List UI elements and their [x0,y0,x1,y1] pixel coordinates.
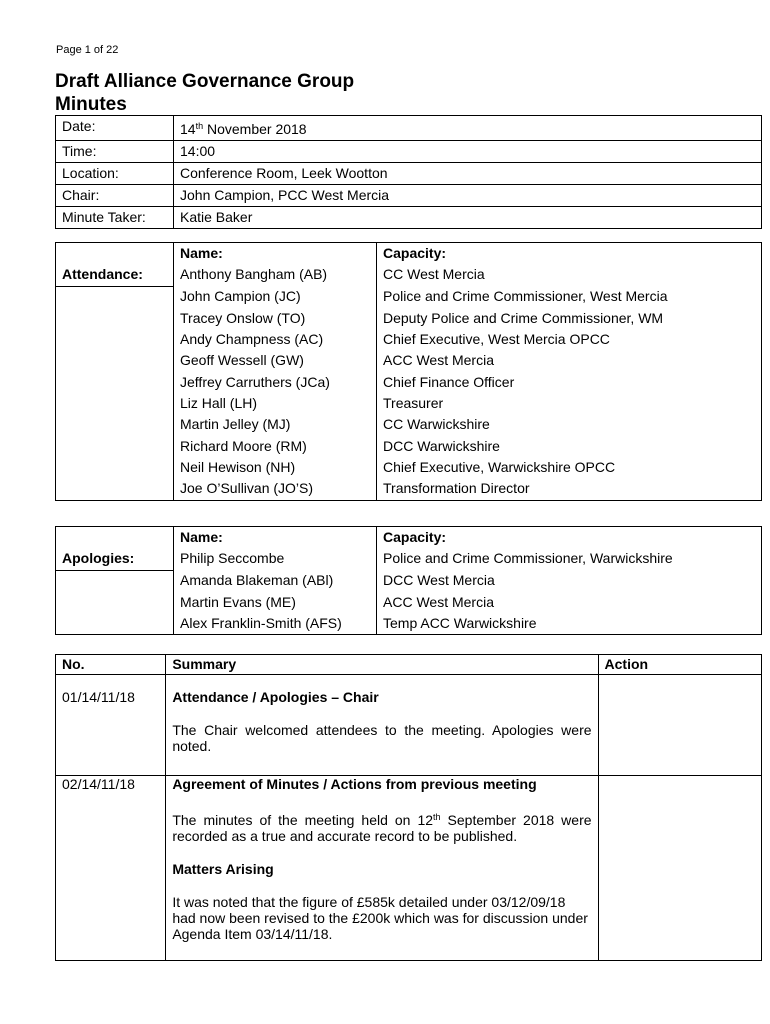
meta-key: Date: [56,116,174,141]
attendee-name: Neil Hewison (NH) [174,457,377,478]
meta-key: Chair: [56,185,174,207]
table-row [56,457,762,478]
action-cell [598,675,761,776]
attendee-name: Andy Champness (AC) [174,329,377,350]
apology-capacity: Temp ACC Warwickshire [377,613,762,635]
blank-cell [56,329,174,350]
blank-cell [56,613,174,635]
attendee-name: Richard Moore (RM) [174,436,377,457]
blank-cell [56,414,174,435]
meta-row-chair [56,185,762,207]
table-row [56,308,762,329]
item-title: Attendance / Apologies – Chair [172,689,379,705]
blank-cell [56,570,174,592]
attendee-capacity: CC West Mercia [377,264,762,286]
meta-row-minute-taker [56,207,762,229]
attendee-capacity: Chief Executive, Warwickshire OPCC [377,457,762,478]
item-text: It was noted that the figure of £585k detailed under 03/12/09/18 had now been revised to the £200k which was for discussion under Agenda Item 03/14/11/18. [172,894,588,942]
attendance-label: Attendance: [56,264,174,286]
apology-name: Philip Seccombe [174,548,377,570]
blank-cell [56,372,174,393]
attendance-table [55,242,762,501]
attendee-capacity: Treasurer [377,393,762,414]
item-text: The Chair welcomed attendees to the meeting. Apologies were noted. [172,722,592,754]
meta-value: 14th November 2018 [174,116,762,141]
table-row [56,592,762,613]
item-title: Agreement of Minutes / Actions from previous meeting [172,776,537,792]
attendee-name: Liz Hall (LH) [174,393,377,414]
attendee-capacity: Chief Executive, West Mercia OPCC [377,329,762,350]
blank-cell [56,592,174,613]
attendee-capacity: DCC Warwickshire [377,436,762,457]
meta-row-time [56,141,762,163]
table-row [56,675,762,776]
meta-key: Time: [56,141,174,163]
meta-key: Location: [56,163,174,185]
blank-cell [56,393,174,414]
table-row [56,414,762,435]
meta-key: Minute Taker: [56,207,174,229]
attendee-capacity: Deputy Police and Crime Commissioner, WM [377,308,762,329]
apology-name: Martin Evans (ME) [174,592,377,613]
title-line-2: Minutes [55,94,127,115]
apology-capacity: ACC West Mercia [377,592,762,613]
meta-value: Conference Room, Leek Wootton [174,163,762,185]
table-row [56,329,762,350]
minutes-table [55,654,762,961]
item-number: 01/14/11/18 [62,689,135,705]
summary-cell [166,776,598,961]
blank-cell [56,478,174,500]
table-row [56,478,762,500]
capacity-header: Capacity: [377,527,762,549]
item-number-cell [56,675,166,776]
attendee-capacity: Chief Finance Officer [377,372,762,393]
meta-value: Katie Baker [174,207,762,229]
attendee-capacity: Transformation Director [377,478,762,500]
item-subtitle: Matters Arising [172,861,274,877]
item-number-cell [56,776,166,961]
name-header: Name: [174,527,377,549]
table-row [56,613,762,635]
attendee-name: John Campion (JC) [174,286,377,308]
table-row [56,372,762,393]
name-header: Name: [174,243,377,265]
apology-name: Amanda Blakeman (ABl) [174,570,377,592]
blank-cell [56,527,174,549]
attendee-name: Martin Jelley (MJ) [174,414,377,435]
attendee-capacity: ACC West Mercia [377,350,762,371]
action-cell [598,776,761,961]
summary-header: Summary [166,655,598,675]
page-number: Page 1 of 22 [56,44,119,56]
summary-cell [166,675,598,776]
attendee-name: Anthony Bangham (AB) [174,264,377,286]
minutes-header-row [56,655,762,675]
attendee-capacity: CC Warwickshire [377,414,762,435]
no-header: No. [56,655,166,675]
item-text: The minutes of the meeting held on 12th September 2018 were recorded as a true and accurate record to be published. [172,812,592,844]
table-row [56,570,762,592]
meta-row-location [56,163,762,185]
capacity-header: Capacity: [377,243,762,265]
blank-cell [56,308,174,329]
meeting-details-table [55,115,762,229]
item-number: 02/14/11/18 [62,776,135,792]
meta-row-date [56,116,762,141]
attendance-header-row [56,243,762,265]
blank-cell [56,350,174,371]
attendee-capacity: Police and Crime Commissioner, West Mercia [377,286,762,308]
apologies-header-row [56,527,762,549]
blank-cell [56,286,174,308]
apology-name: Alex Franklin-Smith (AFS) [174,613,377,635]
blank-cell [56,436,174,457]
blank-cell [56,243,174,265]
table-row [56,350,762,371]
meta-value: 14:00 [174,141,762,163]
apologies-table [55,526,762,635]
table-row [56,393,762,414]
meta-value: John Campion, PCC West Mercia [174,185,762,207]
table-row [56,436,762,457]
action-header: Action [598,655,761,675]
apologies-label: Apologies: [56,548,174,570]
attendee-name: Geoff Wessell (GW) [174,350,377,371]
table-row [56,548,762,570]
title-line-1: Draft Alliance Governance Group [55,71,355,92]
document-title [55,70,455,116]
table-row [56,776,762,961]
table-row [56,264,762,286]
table-row [56,286,762,308]
attendee-name: Joe O’Sullivan (JO’S) [174,478,377,500]
blank-cell [56,457,174,478]
apology-capacity: Police and Crime Commissioner, Warwickshire [377,548,762,570]
attendee-name: Jeffrey Carruthers (JCa) [174,372,377,393]
attendee-name: Tracey Onslow (TO) [174,308,377,329]
apology-capacity: DCC West Mercia [377,570,762,592]
